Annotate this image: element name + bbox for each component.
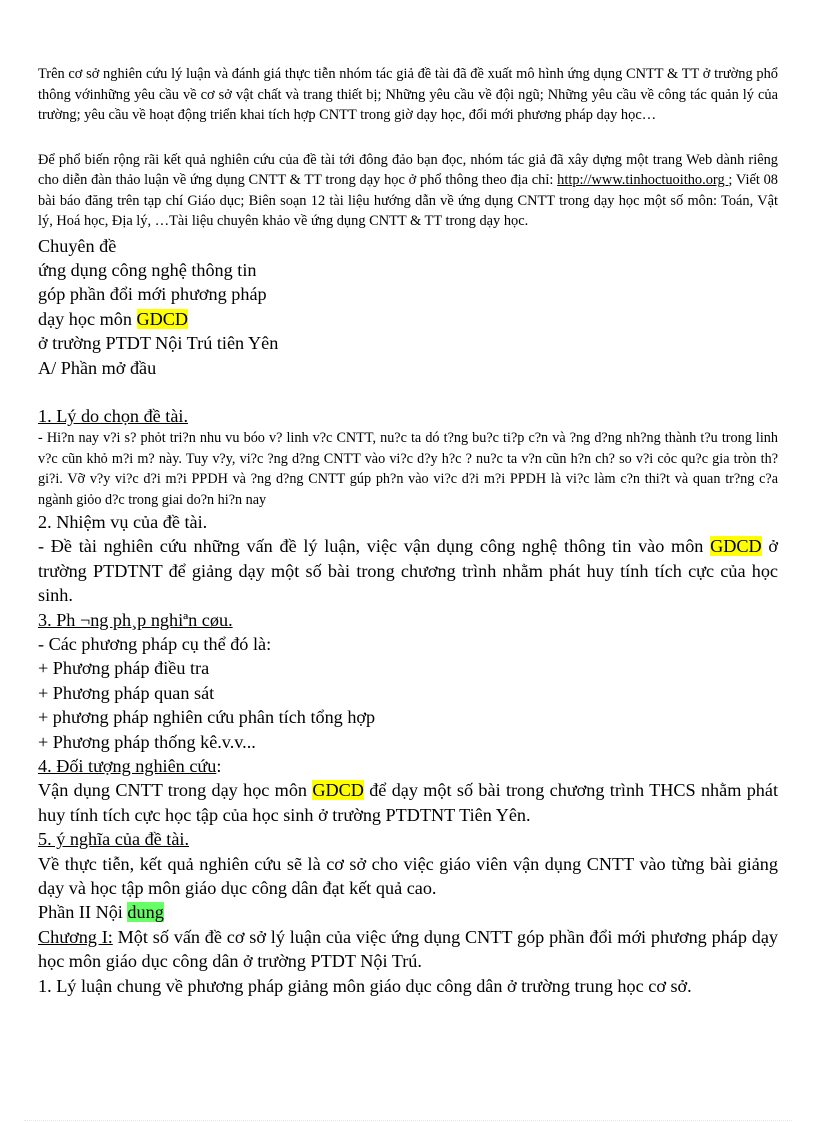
- intro-paragraph-2: [38, 150, 778, 232]
- section-1-heading: 1. Lý do chọn đề tài.: [38, 405, 189, 426]
- chapter-1: Chương I: Một số vấn đề cơ sở lý luận của việc ứng dụng CNTT góp phần đổi mới phương pháp dạy học môn giáo dục công dân ở trường PTDT Nội Trú.: [38, 926, 778, 972]
- section-3: [38, 608, 778, 754]
- title-line-1: Chuyên đề: [38, 235, 117, 256]
- subject-highlight: GDCD: [136, 308, 189, 329]
- title-line-4: dạy học môn GDCD: [38, 308, 189, 329]
- section-3-heading: 3. Ph ¬ng ph¸p nghiªn cøu.: [38, 609, 233, 630]
- intro-paragraph-1: Trên cơ sở nghiên cứu lý luận và đánh giá thực tiễn nhóm tác giả đề tài đã đề xuất mô hình ứng dụng CNTT & TT ở trường phổ thông vớinhững yêu cầu về cơ sở vật chất và trang thiết bị; Những yêu cầu về đội ngũ; Những yêu cầu về công tác quản lý của trường; yêu cầu về hoạt động triển khai tích hợp CNTT trong giờ dạy học, đổi mới phương pháp dạy học…: [38, 66, 778, 123]
- section-1-body: - Hi?n nay v?i s? phỏt tri?n nhu vu bóo v? linh v?c CNTT, nu?c ta dó t?ng bu?c ti?p c?n và ?ng d?ng nh?ng thành t?u trong linh v?c cũn khỏ m?i m? này. Tuy v?y, vi?c ?ng d?ng CNTT vào vi?c d?y h?c ? nu?c ta v?n cũn h?n ch? so v?i cỏc qu?c gia tròn th? gi?i. Vỡ v?y vi?c d?i m?i PPDH và ?ng d?ng CNTT gúp ph?n vào vi?c d?i m?i PPDH là vi?c làm c?n thi?t và quan tr?ng c?a ngành giỏo d?c trong giai do?n hi?n nay: [38, 430, 778, 508]
- chapter-label: Chương I:: [38, 926, 113, 947]
- title-block: [38, 234, 778, 380]
- subject-highlight: GDCD: [710, 536, 762, 557]
- section-1: [38, 404, 778, 428]
- chapter-1-item-1: 1. Lý luận chung về phương pháp giảng môn giáo dục công dân ở trường trung học cơ sở.: [38, 975, 692, 996]
- method-item: + Phương pháp điều tra: [38, 658, 210, 679]
- section-2: [38, 510, 778, 608]
- intro-section: [38, 64, 778, 232]
- part-2: [38, 900, 778, 998]
- section-4-heading: 4. Đối tượng nghiên cứu:: [38, 756, 222, 777]
- section-a-heading: A/ Phần mở đầu: [38, 357, 157, 378]
- method-item: + Phương pháp thống kê.v.v...: [38, 731, 256, 752]
- title-line-2: ứng dụng công nghệ thông tin: [38, 259, 257, 280]
- title-line-5: ở trường PTDT Nội Trú tiên Yên: [38, 333, 279, 354]
- method-item: + phương pháp nghiên cứu phân tích tổng hợp: [38, 707, 376, 728]
- section-2-body: - Đề tài nghiên cứu những vấn đề lý luận, việc vận dụng công nghệ thông tin vào môn GDCD ở trường PTDTNT để giảng dạy một số bài trong chương trình nhằm phát huy tính tích cực của học sinh.: [38, 536, 778, 606]
- section-2-heading: 2. Nhiệm vụ của đề tài.: [38, 511, 208, 532]
- section-5-heading: 5. ý nghĩa của đề tài.: [38, 829, 190, 850]
- intro-paragraph-2-end: ; Viết 08 bài báo đăng trên tạp chí Giáo dục; Biên soạn 12 tài liệu hướng dẫn về ứng dụng CNTT trong dạy học một số môn: Toán, Vật lý, Hoá học, Địa lý, …Tài liệu chuyên khảo về ứng dụng CNTT & TT trong dạy học.: [38, 172, 778, 229]
- method-item: + Phương pháp quan sát: [38, 682, 215, 703]
- intro-paragraph-2-start: Để phổ biến rộng rãi kết quả nghiên cứu của đề tài tới đông đảo bạn đọc, nhóm tác giả đã xây dựng một trang Web dành riêng cho diễn đàn thảo luận về ứng dụng CNTT & TT trong dạy học ở phổ thông theo địa chỉ:: [38, 151, 778, 188]
- title-line-3: góp phần đổi mới phương pháp: [38, 284, 267, 305]
- subject-highlight: GDCD: [312, 780, 364, 801]
- part-2-heading: Phần II Nội dung: [38, 902, 164, 923]
- website-link[interactable]: http://www.tinhoctuoitho.org: [557, 172, 729, 188]
- section-5-body: Về thực tiễn, kết quả nghiên cứu sẽ là cơ sở cho việc giáo viên vận dụng CNTT vào từng bài giảng dạy và học tập môn giáo dục công dân đạt kết quả cao.: [38, 853, 778, 899]
- section-5: [38, 827, 778, 900]
- method-item: - Các phương pháp cụ thể đó là:: [38, 634, 272, 654]
- section-4-body: Vận dụng CNTT trong dạy học môn GDCD để dạy một số bài trong chương trình THCS nhằm phát huy tính tích cực học tập của học sinh ở trường PTDTNT Tiên Yên.: [38, 780, 779, 825]
- page-bottom-divider: [24, 1120, 792, 1122]
- section-4: [38, 754, 778, 827]
- document-page: [38, 64, 778, 998]
- spacer: [38, 380, 778, 404]
- content-highlight: dung: [127, 902, 164, 923]
